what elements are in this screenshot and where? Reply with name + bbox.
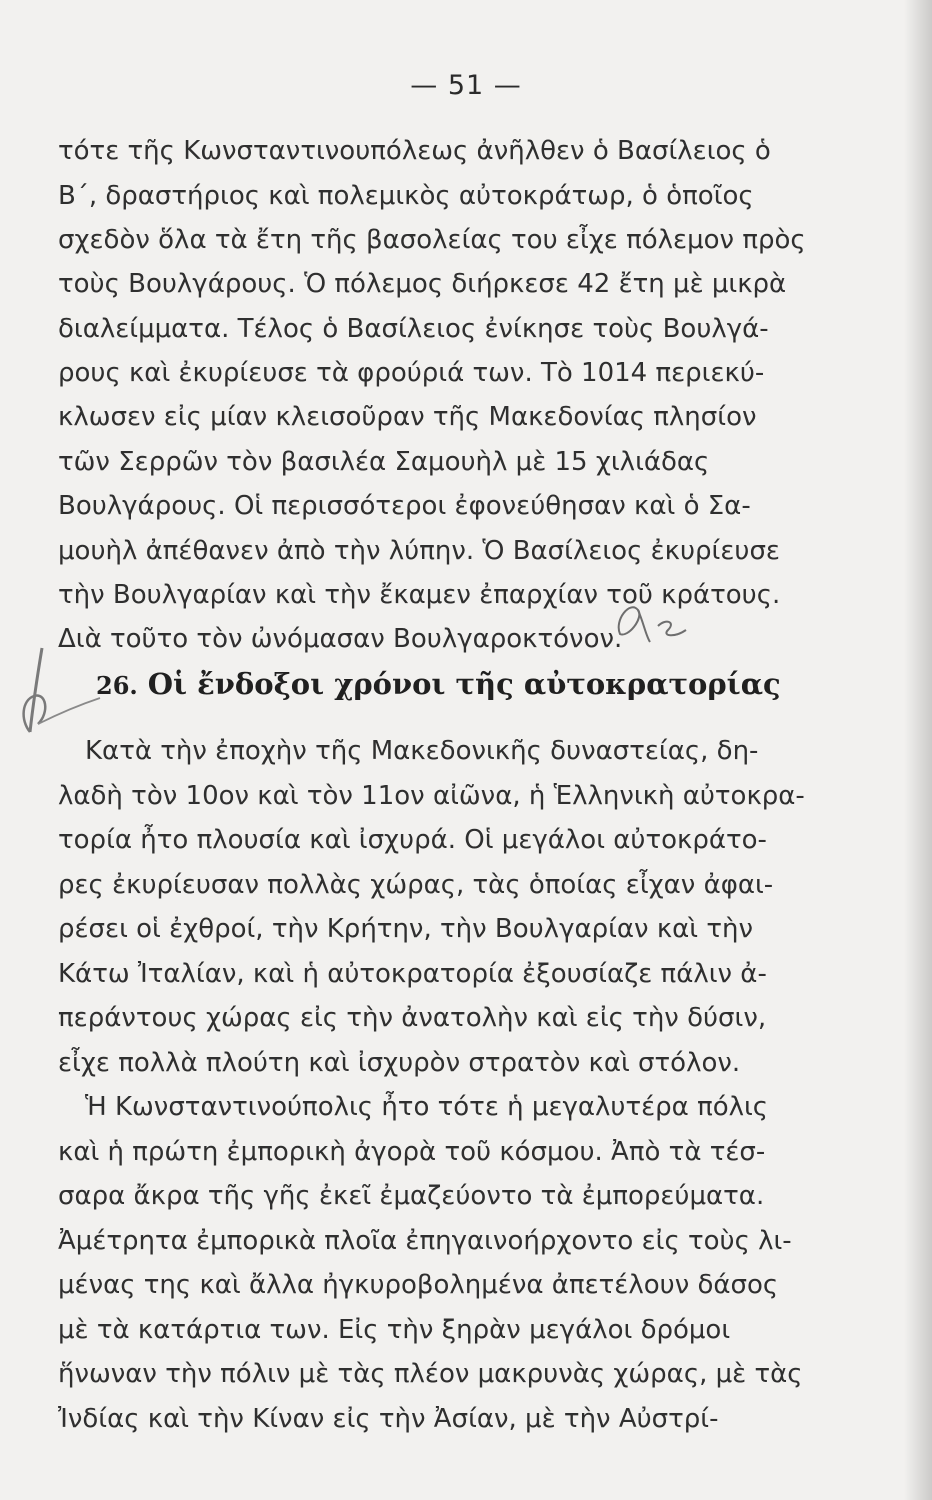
text-line: Ἰνδίας καὶ τὴν Κίναν εἰς τὴν Ἀσίαν, μὲ τὴν Αὐστρί- <box>58 1404 719 1434</box>
text-line: καὶ ἡ πρώτη ἐμπορικὴ ἀγορὰ τοῦ κόσμου. Ἀπὸ τὰ τέσ- <box>58 1137 766 1167</box>
text-line: ρες ἐκυρίευσαν πολλὰς χώρας, τὰς ὁποίας εἶχαν ἀφαι- <box>58 870 774 900</box>
text-line: τότε τῆς Κωνσταντινουπόλεως ἀνῆλθεν ὁ Βασίλειος ὁ <box>58 136 771 166</box>
text-line: μουὴλ ἀπέθανεν ἀπὸ τὴν λύπην. Ὁ Βασίλειος ἐκυρίευσε <box>58 536 780 566</box>
page-number: — 51 — <box>410 70 522 101</box>
section-number: 26. <box>96 671 138 700</box>
text-line: Κάτω Ἰταλίαν, καὶ ἡ αὐτοκρατορία ἐξουσίαζε πάλιν ἀ- <box>58 959 767 989</box>
text-line: εἶχε πολλὰ πλούτη καὶ ἰσχυρὸν στρατὸν καὶ στόλον. <box>58 1048 741 1078</box>
text-line: σαρα ἄκρα τῆς γῆς ἐκεῖ ἐμαζεύοντο τὰ ἐμπορεύματα. <box>58 1181 765 1211</box>
text-line: τῶν Σερρῶν τὸν βασιλέα Σαμουὴλ μὲ 15 χιλιάδας <box>58 447 710 477</box>
text-line: ἥνωναν τὴν πόλιν μὲ τὰς πλέον μακρυνὰς χώρας, μὲ τὰς <box>58 1359 803 1389</box>
text-line: σχεδὸν ὅλα τὰ ἔτη τῆς βασολείας του εἶχε πόλεμον πρὸς <box>58 225 806 255</box>
text-line: ρους καὶ ἐκυρίευσε τὰ φρούριά των. Τὸ 1014 περιεκύ- <box>58 358 765 388</box>
text-line: τὴν Βουλγαρίαν καὶ τὴν ἔκαμεν ἐπαρχίαν τοῦ κράτους. <box>58 580 781 610</box>
text-line: διαλείμματα. Τέλος ὁ Βασίλειος ἐνίκησε τοὺς Βουλγά- <box>58 314 769 344</box>
section-heading <box>96 664 812 706</box>
text-line: μένας της καὶ ἄλλα ἠγκυροβολημένα ἀπετέλουν δάσος <box>58 1270 779 1300</box>
text-line: ρέσει οἱ ἐχθροί, τὴν Κρήτην, τὴν Βουλγαρίαν καὶ τὴν <box>58 914 754 944</box>
text-line: τοὺς Βουλγάρους. Ὁ πόλεμος διήρκεσε 42 ἔτη μὲ μικρὰ <box>58 269 787 299</box>
text-line: μὲ τὰ κατάρτια των. Εἰς τὴν ξηρὰν μεγάλοι δρόμοι <box>58 1315 731 1345</box>
text-line: Ἡ Κωνσταντινούπολις ἦτο τότε ἡ μεγαλυτέρα πόλις <box>85 1092 769 1122</box>
text-line: λαδὴ τὸν 10ον καὶ τὸν 11ον αἰῶνα, ἡ Ἑλληνικὴ αὐτοκρα- <box>58 781 805 811</box>
text-line: Β΄, δραστήριος καὶ πολεμικὸς αὐτοκράτωρ, ὁ ὁποῖος <box>58 181 754 211</box>
text-line: περάντους χώρας εἰς τὴν ἀνατολὴν καὶ εἰς τὴν δύσιν, <box>58 1003 767 1033</box>
section-title: Οἱ ἔνδοξοι χρόνοι τῆς αὐτοκρατορίας <box>147 667 781 701</box>
text-line: τορία ἦτο πλουσία καὶ ἰσχυρά. Οἱ μεγάλοι αὐτοκράτο- <box>58 825 767 855</box>
text-line: Βουλγάρους. Οἱ περισσότεροι ἐφονεύθησαν καὶ ὁ Σα- <box>58 491 751 521</box>
text-line: Κατὰ τὴν ἐποχὴν τῆς Μακεδονικῆς δυναστείας, δη- <box>85 736 759 766</box>
text-line: κλωσεν εἰς μίαν κλεισοῦραν τῆς Μακεδονίας πλησίον <box>58 402 757 432</box>
text-line: Διὰ τοῦτο τὸν ὠνόμασαν Βουλγαροκτόνον. <box>58 624 623 654</box>
handwritten-mark-2 <box>0 640 1 641</box>
handwritten-mark-1 <box>610 590 611 591</box>
text-line: Ἀμέτρητα ἐμπορικὰ πλοῖα ἐπηγαινοήρχοντο εἰς τοὺς λι- <box>58 1226 792 1256</box>
page-edge-shadow <box>904 0 932 1500</box>
